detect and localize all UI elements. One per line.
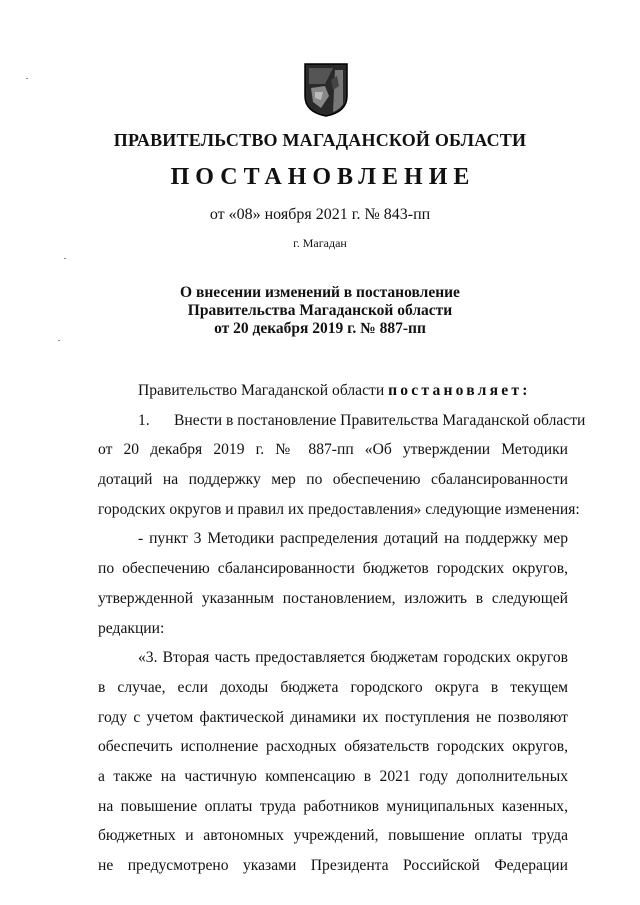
intro-line	[98, 376, 568, 406]
subject-line: О внесении изменений в постановление	[180, 284, 460, 301]
item-number: 1.	[138, 411, 150, 429]
paragraph-line: «3. Вторая часть предоставляется бюджетам городских округов	[138, 649, 568, 667]
paragraph-line: а также на частичную компенсацию в 2021 году дополнительных	[98, 767, 568, 785]
document-body	[98, 376, 586, 881]
paragraph-line: Внести в постановление Правительства Магаданской области	[174, 411, 586, 429]
paragraph-line: редакции:	[98, 619, 165, 637]
scan-artifact	[64, 258, 66, 259]
paragraph-line: по обеспечению сбалансированности бюджетов городских округов,	[98, 560, 568, 578]
document-type: ПОСТАНОВЛЕНИЕ	[170, 164, 476, 190]
government-title: ПРАВИТЕЛЬСТВО МАГАДАНСКОЙ ОБЛАСТИ	[113, 130, 527, 150]
paragraph-line: утвержденной указанным постановлением, изложить в следующей	[98, 589, 568, 607]
document-subject	[0, 284, 640, 338]
paragraph-line: бюджетных и автономных учреждений, повышение оплаты труда	[98, 827, 568, 845]
subject-line: от 20 декабря 2019 г. № 887-пп	[214, 320, 426, 337]
intro-verb: постановляет:	[388, 382, 531, 399]
scan-artifact	[26, 78, 28, 79]
document-city: г. Магадан	[293, 236, 347, 250]
paragraph-line: дотаций на поддержку мер по обеспечению сбалансированности	[98, 471, 568, 489]
item-1-first-line	[98, 406, 586, 436]
document-date-number: от «08» ноября 2021 г. № 843-пп	[209, 206, 431, 223]
paragraph-line: на повышение оплаты труда работников муниципальных казенных,	[98, 797, 568, 815]
paragraph-line: городских округов и правил их предоставления» следующие изменения:	[98, 500, 580, 518]
paragraph-line: в случае, если доходы бюджета городского округа в текущем	[98, 678, 568, 696]
scan-artifact	[58, 340, 60, 341]
paragraph-line: от 20 декабря 2019 г. № 887-пп «Об утверждении Методики	[98, 441, 568, 459]
subject-line: Правительства Магаданской области	[187, 302, 453, 319]
paragraph-line: году с учетом фактической динамики их поступления не позволяют	[98, 708, 568, 726]
intro-prefix: Правительство Магаданской области	[138, 382, 385, 399]
coat-of-arms-icon	[303, 62, 349, 117]
paragraph-line: - пункт 3 Методики распределения дотаций на поддержку мер	[138, 530, 568, 548]
paragraph-line: обеспечить исполнение расходных обязательств городских округов,	[98, 738, 568, 756]
paragraph-line: не предусмотрено указами Президента Российской Федерации	[98, 857, 568, 874]
